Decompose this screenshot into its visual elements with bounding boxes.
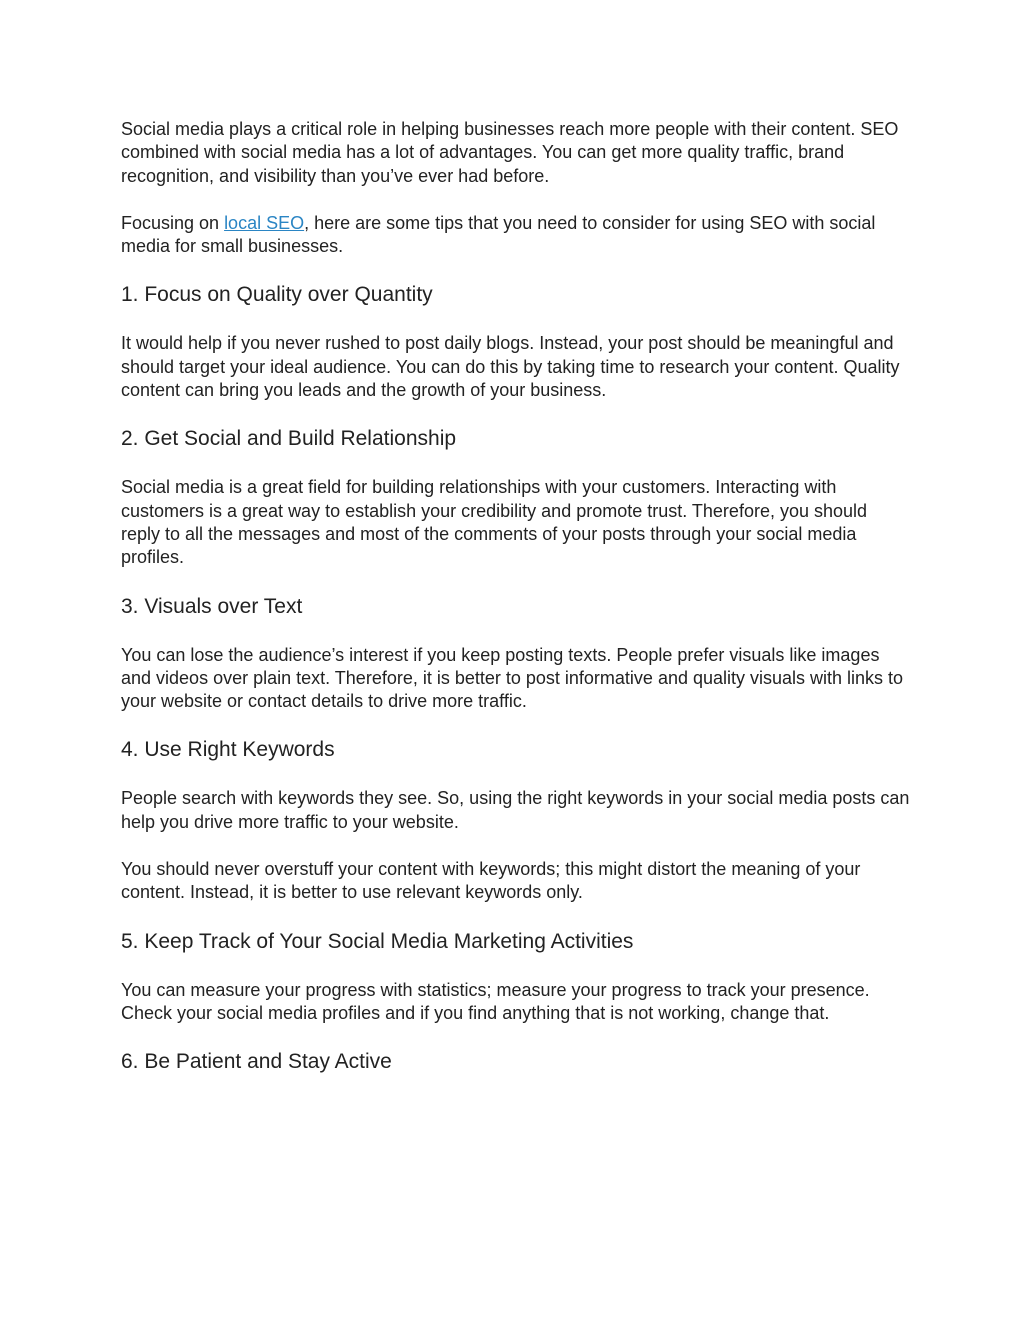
- section-paragraph-tracking: You can measure your progress with statistics; measure your progress to track your presence. Check your social media profiles and if you find anything that is not working, change that.: [121, 979, 870, 1023]
- section-heading-tracking: 5. Keep Track of Your Social Media Marketing Activities: [121, 929, 634, 953]
- section-paragraph-keywords-2: You should never overstuff your content with keywords; this might distort the meaning of your content. Instead, it is better to use relevant keywords only.: [121, 859, 861, 903]
- section-paragraph-keywords-1: People search with keywords they see. So, using the right keywords in your social media posts can help you drive more traffic to your website.: [121, 788, 910, 832]
- section-heading-patience: 6. Be Patient and Stay Active: [121, 1050, 392, 1074]
- intro-text-after-link: , here are some tips that you need to consider for using SEO with social media for small businesses.: [121, 212, 876, 257]
- intro-paragraph: Social media plays a critical role in helping businesses reach more people with their content. SEO combined with social media has a lot of advantages. You can get more quality traffic, brand recognition, and visibility than you’ve ever had before.: [121, 119, 899, 186]
- intro-local-seo-paragraph: [121, 212, 911, 259]
- section-paragraph-visuals: You can lose the audience’s interest if you keep posting texts. People prefer visuals like images and videos over plain text. Therefore, it is better to post informative and quality visuals with links to your website or contact details to drive more traffic.: [121, 644, 904, 712]
- section-heading-visuals: 3. Visuals over Text: [121, 594, 303, 618]
- document-body: [121, 118, 911, 1099]
- section-paragraph-quality: It would help if you never rushed to post daily blogs. Instead, your post should be meaningful and should target your ideal audience. You can do this by taking time to research your content. Quality content can bring you leads and the growth of your business.: [121, 333, 900, 401]
- section-heading-keywords: 4. Use Right Keywords: [121, 738, 335, 762]
- section-paragraph-relationship: Social media is a great field for building relationships with your customers. Interacting with customers is a great way to establish your credibility and promote trust. Therefore, you should reply to all the messages and most of the comments of your posts through your social media profiles.: [121, 477, 868, 568]
- section-heading-relationship: 2. Get Social and Build Relationship: [121, 427, 457, 451]
- local-seo-link[interactable]: local SEO: [224, 212, 305, 233]
- section-heading-quality: 1. Focus on Quality over Quantity: [121, 283, 433, 307]
- intro-text-before-link: Focusing on: [121, 212, 225, 233]
